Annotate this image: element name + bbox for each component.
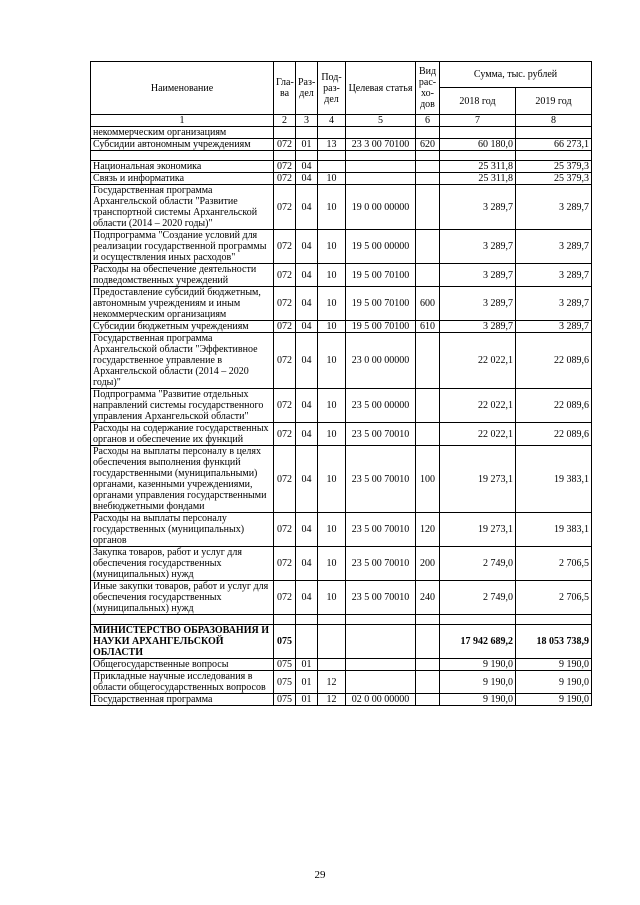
row-amount-2018: 25 311,8 xyxy=(440,173,516,185)
row-name: Субсидии автономным учреждениям xyxy=(91,139,274,151)
table-row xyxy=(91,185,592,230)
row-chapter: 072 xyxy=(274,185,296,230)
row-chapter xyxy=(274,615,296,625)
row-section: 04 xyxy=(296,230,318,264)
row-chapter: 072 xyxy=(274,173,296,185)
row-target-article xyxy=(346,161,416,173)
row-expense-type xyxy=(416,185,440,230)
row-chapter: 072 xyxy=(274,161,296,173)
table-row xyxy=(91,671,592,694)
row-target-article: 23 5 00 70010 xyxy=(346,547,416,581)
row-name: Закупка товаров, работ и услуг для обеспечения государственных (муниципальных) нужд xyxy=(91,547,274,581)
row-target-article: 19 5 00 00000 xyxy=(346,230,416,264)
row-name: МИНИСТЕРСТВО ОБРАЗОВАНИЯ И НАУКИ АРХАНГЕЛЬСКОЙ ОБЛАСТИ xyxy=(91,625,274,659)
row-expense-type xyxy=(416,161,440,173)
row-expense-type xyxy=(416,423,440,446)
row-target-article xyxy=(346,659,416,671)
row-expense-type: 610 xyxy=(416,321,440,333)
table-row xyxy=(91,625,592,659)
row-subsection xyxy=(318,161,346,173)
table-row xyxy=(91,694,592,706)
row-chapter: 072 xyxy=(274,264,296,287)
row-amount-2019: 3 289,7 xyxy=(516,321,592,333)
row-name: Связь и информатика xyxy=(91,173,274,185)
row-section xyxy=(296,151,318,161)
column-index: 7 xyxy=(440,115,516,127)
column-index: 3 xyxy=(296,115,318,127)
row-target-article: 19 5 00 70100 xyxy=(346,321,416,333)
row-target-article: 19 0 00 00000 xyxy=(346,185,416,230)
row-subsection: 10 xyxy=(318,547,346,581)
header-target-article: Целевая статья xyxy=(346,62,416,115)
row-target-article: 23 5 00 70010 xyxy=(346,446,416,513)
row-target-article: 19 5 00 70100 xyxy=(346,287,416,321)
row-chapter: 075 xyxy=(274,625,296,659)
row-amount-2018: 17 942 689,2 xyxy=(440,625,516,659)
row-subsection: 10 xyxy=(318,513,346,547)
row-expense-type xyxy=(416,151,440,161)
row-expense-type: 120 xyxy=(416,513,440,547)
row-expense-type xyxy=(416,659,440,671)
column-index: 1 xyxy=(91,115,274,127)
row-expense-type: 240 xyxy=(416,581,440,615)
row-subsection: 10 xyxy=(318,333,346,389)
row-subsection xyxy=(318,615,346,625)
table-row xyxy=(91,264,592,287)
row-target-article: 23 5 00 70010 xyxy=(346,581,416,615)
row-chapter: 072 xyxy=(274,581,296,615)
budget-table xyxy=(90,61,592,706)
table-header xyxy=(91,62,592,127)
row-target-article xyxy=(346,127,416,139)
row-amount-2018: 3 289,7 xyxy=(440,230,516,264)
row-amount-2019 xyxy=(516,615,592,625)
row-chapter: 072 xyxy=(274,230,296,264)
row-amount-2019: 18 053 738,9 xyxy=(516,625,592,659)
table-row xyxy=(91,151,592,161)
row-name: некоммерческим организациям xyxy=(91,127,274,139)
table-row xyxy=(91,127,592,139)
row-name: Предоставление субсидий бюджетным, автономным учреждениям и иным некоммерческим организациям xyxy=(91,287,274,321)
row-section: 04 xyxy=(296,185,318,230)
row-section: 04 xyxy=(296,264,318,287)
row-target-article: 19 5 00 70100 xyxy=(346,264,416,287)
table-row xyxy=(91,547,592,581)
row-chapter: 072 xyxy=(274,513,296,547)
row-target-article: 23 5 00 00000 xyxy=(346,389,416,423)
row-expense-type: 620 xyxy=(416,139,440,151)
header-expense-type: Вид рас-хо-дов xyxy=(416,62,440,115)
row-amount-2019: 19 383,1 xyxy=(516,446,592,513)
row-amount-2018: 22 022,1 xyxy=(440,389,516,423)
row-section: 04 xyxy=(296,333,318,389)
table-body xyxy=(91,127,592,706)
row-section: 04 xyxy=(296,513,318,547)
row-amount-2019: 25 379,3 xyxy=(516,173,592,185)
row-amount-2019 xyxy=(516,151,592,161)
row-section: 04 xyxy=(296,547,318,581)
row-chapter: 075 xyxy=(274,671,296,694)
row-amount-2019: 19 383,1 xyxy=(516,513,592,547)
row-amount-2019: 3 289,7 xyxy=(516,264,592,287)
row-amount-2019: 22 089,6 xyxy=(516,389,592,423)
row-expense-type xyxy=(416,625,440,659)
row-name: Подпрограмма "Создание условий для реализации государственной программы и осуществления иных расходов" xyxy=(91,230,274,264)
row-target-article xyxy=(346,173,416,185)
row-chapter: 072 xyxy=(274,321,296,333)
row-section: 01 xyxy=(296,659,318,671)
row-amount-2018: 9 190,0 xyxy=(440,694,516,706)
row-name: Государственная программа xyxy=(91,694,274,706)
row-amount-2018: 22 022,1 xyxy=(440,333,516,389)
row-chapter: 072 xyxy=(274,446,296,513)
row-amount-2018 xyxy=(440,151,516,161)
row-amount-2018: 3 289,7 xyxy=(440,185,516,230)
row-subsection: 10 xyxy=(318,287,346,321)
table-row xyxy=(91,513,592,547)
row-name xyxy=(91,151,274,161)
table-row xyxy=(91,287,592,321)
row-subsection: 10 xyxy=(318,389,346,423)
header-name: Наименование xyxy=(91,62,274,115)
row-name: Иные закупки товаров, работ и услуг для обеспечения государственных (муниципальных) нужд xyxy=(91,581,274,615)
row-amount-2019: 9 190,0 xyxy=(516,659,592,671)
column-index: 5 xyxy=(346,115,416,127)
row-target-article: 02 0 00 00000 xyxy=(346,694,416,706)
row-chapter: 072 xyxy=(274,139,296,151)
row-subsection: 12 xyxy=(318,694,346,706)
row-subsection: 10 xyxy=(318,423,346,446)
row-name: Расходы на выплаты персоналу государственных (муниципальных) органов xyxy=(91,513,274,547)
row-chapter: 075 xyxy=(274,694,296,706)
row-name: Субсидии бюджетным учреждениям xyxy=(91,321,274,333)
header-sum: Сумма, тыс. рублей xyxy=(440,62,592,88)
row-target-article: 23 5 00 70010 xyxy=(346,513,416,547)
row-chapter: 072 xyxy=(274,423,296,446)
table-row xyxy=(91,173,592,185)
table-row xyxy=(91,139,592,151)
row-subsection xyxy=(318,659,346,671)
row-amount-2018: 9 190,0 xyxy=(440,659,516,671)
row-section: 01 xyxy=(296,139,318,151)
row-amount-2019: 25 379,3 xyxy=(516,161,592,173)
table-row xyxy=(91,615,592,625)
row-name: Расходы на выплаты персоналу в целях обеспечения выполнения функций государственными (муниципальными) органами, казенными учреждениями, органами управления государственными внебюджетными фондами xyxy=(91,446,274,513)
row-expense-type xyxy=(416,264,440,287)
row-expense-type xyxy=(416,333,440,389)
row-chapter xyxy=(274,127,296,139)
row-amount-2018: 19 273,1 xyxy=(440,513,516,547)
row-subsection xyxy=(318,127,346,139)
row-name: Государственная программа Архангельской области "Развитие транспортной системы Архангельской области (2014 – 2020 годы)" xyxy=(91,185,274,230)
table-row xyxy=(91,161,592,173)
row-amount-2018 xyxy=(440,127,516,139)
row-section: 04 xyxy=(296,287,318,321)
row-name: Расходы на обеспечение деятельности подведомственных учреждений xyxy=(91,264,274,287)
row-section xyxy=(296,615,318,625)
row-amount-2018: 2 749,0 xyxy=(440,581,516,615)
row-subsection: 12 xyxy=(318,671,346,694)
row-expense-type xyxy=(416,127,440,139)
row-target-article xyxy=(346,615,416,625)
row-section: 04 xyxy=(296,389,318,423)
table-row xyxy=(91,321,592,333)
row-name: Национальная экономика xyxy=(91,161,274,173)
table-row xyxy=(91,659,592,671)
row-section: 01 xyxy=(296,694,318,706)
row-expense-type: 200 xyxy=(416,547,440,581)
table-row xyxy=(91,423,592,446)
row-section xyxy=(296,127,318,139)
row-subsection: 10 xyxy=(318,173,346,185)
row-name: Государственная программа Архангельской области "Эффективное государственное управление в Архангельской области (2014 – 2020 годы)" xyxy=(91,333,274,389)
row-amount-2018: 60 180,0 xyxy=(440,139,516,151)
row-subsection: 10 xyxy=(318,446,346,513)
row-section: 04 xyxy=(296,321,318,333)
row-target-article xyxy=(346,151,416,161)
row-amount-2019: 9 190,0 xyxy=(516,671,592,694)
row-name: Прикладные научные исследования в области общегосударственных вопросов xyxy=(91,671,274,694)
row-subsection: 13 xyxy=(318,139,346,151)
row-amount-2018: 3 289,7 xyxy=(440,264,516,287)
row-amount-2019: 9 190,0 xyxy=(516,694,592,706)
row-expense-type xyxy=(416,694,440,706)
table-row xyxy=(91,389,592,423)
row-section xyxy=(296,625,318,659)
row-chapter: 072 xyxy=(274,389,296,423)
row-subsection: 10 xyxy=(318,230,346,264)
row-amount-2018: 9 190,0 xyxy=(440,671,516,694)
row-amount-2018: 25 311,8 xyxy=(440,161,516,173)
column-index: 2 xyxy=(274,115,296,127)
row-subsection: 10 xyxy=(318,581,346,615)
row-chapter xyxy=(274,151,296,161)
row-subsection: 10 xyxy=(318,321,346,333)
row-section: 04 xyxy=(296,173,318,185)
row-expense-type: 100 xyxy=(416,446,440,513)
row-amount-2018 xyxy=(440,615,516,625)
column-index-row xyxy=(91,115,592,127)
row-target-article: 23 3 00 70100 xyxy=(346,139,416,151)
table-row xyxy=(91,581,592,615)
row-amount-2018: 3 289,7 xyxy=(440,287,516,321)
row-target-article xyxy=(346,671,416,694)
row-name: Общегосударственные вопросы xyxy=(91,659,274,671)
row-amount-2019: 3 289,7 xyxy=(516,230,592,264)
row-subsection: 10 xyxy=(318,264,346,287)
column-index: 4 xyxy=(318,115,346,127)
header-chapter: Гла-ва xyxy=(274,62,296,115)
row-target-article: 23 5 00 70010 xyxy=(346,423,416,446)
row-expense-type xyxy=(416,389,440,423)
row-chapter: 072 xyxy=(274,287,296,321)
row-amount-2018: 19 273,1 xyxy=(440,446,516,513)
row-chapter: 072 xyxy=(274,547,296,581)
row-amount-2019: 22 089,6 xyxy=(516,423,592,446)
table-row xyxy=(91,333,592,389)
row-chapter: 075 xyxy=(274,659,296,671)
row-amount-2019 xyxy=(516,127,592,139)
row-amount-2018: 2 749,0 xyxy=(440,547,516,581)
row-name: Расходы на содержание государственных органов и обеспечение их функций xyxy=(91,423,274,446)
row-name xyxy=(91,615,274,625)
table-row xyxy=(91,446,592,513)
row-amount-2019: 3 289,7 xyxy=(516,287,592,321)
header-subsection: Под-раз-дел xyxy=(318,62,346,115)
row-expense-type xyxy=(416,615,440,625)
row-chapter: 072 xyxy=(274,333,296,389)
header-year-2019: 2019 год xyxy=(516,88,592,115)
row-section: 04 xyxy=(296,161,318,173)
row-subsection xyxy=(318,151,346,161)
row-amount-2019: 2 706,5 xyxy=(516,581,592,615)
row-amount-2018: 22 022,1 xyxy=(440,423,516,446)
row-expense-type xyxy=(416,173,440,185)
row-expense-type xyxy=(416,230,440,264)
header-section: Раз-дел xyxy=(296,62,318,115)
page-number: 29 xyxy=(314,869,326,881)
row-amount-2019: 3 289,7 xyxy=(516,185,592,230)
row-subsection: 10 xyxy=(318,185,346,230)
row-amount-2018: 3 289,7 xyxy=(440,321,516,333)
row-section: 01 xyxy=(296,671,318,694)
column-index: 6 xyxy=(416,115,440,127)
row-section: 04 xyxy=(296,423,318,446)
row-expense-type xyxy=(416,671,440,694)
row-subsection xyxy=(318,625,346,659)
row-amount-2019: 22 089,6 xyxy=(516,333,592,389)
table-row xyxy=(91,230,592,264)
row-amount-2019: 66 273,1 xyxy=(516,139,592,151)
row-expense-type: 600 xyxy=(416,287,440,321)
row-target-article xyxy=(346,625,416,659)
row-section: 04 xyxy=(296,446,318,513)
row-name: Подпрограмма "Развитие отдельных направлений системы государственного управления Архангельской области" xyxy=(91,389,274,423)
row-target-article: 23 0 00 00000 xyxy=(346,333,416,389)
row-amount-2019: 2 706,5 xyxy=(516,547,592,581)
row-section: 04 xyxy=(296,581,318,615)
header-year-2018: 2018 год xyxy=(440,88,516,115)
column-index: 8 xyxy=(516,115,592,127)
